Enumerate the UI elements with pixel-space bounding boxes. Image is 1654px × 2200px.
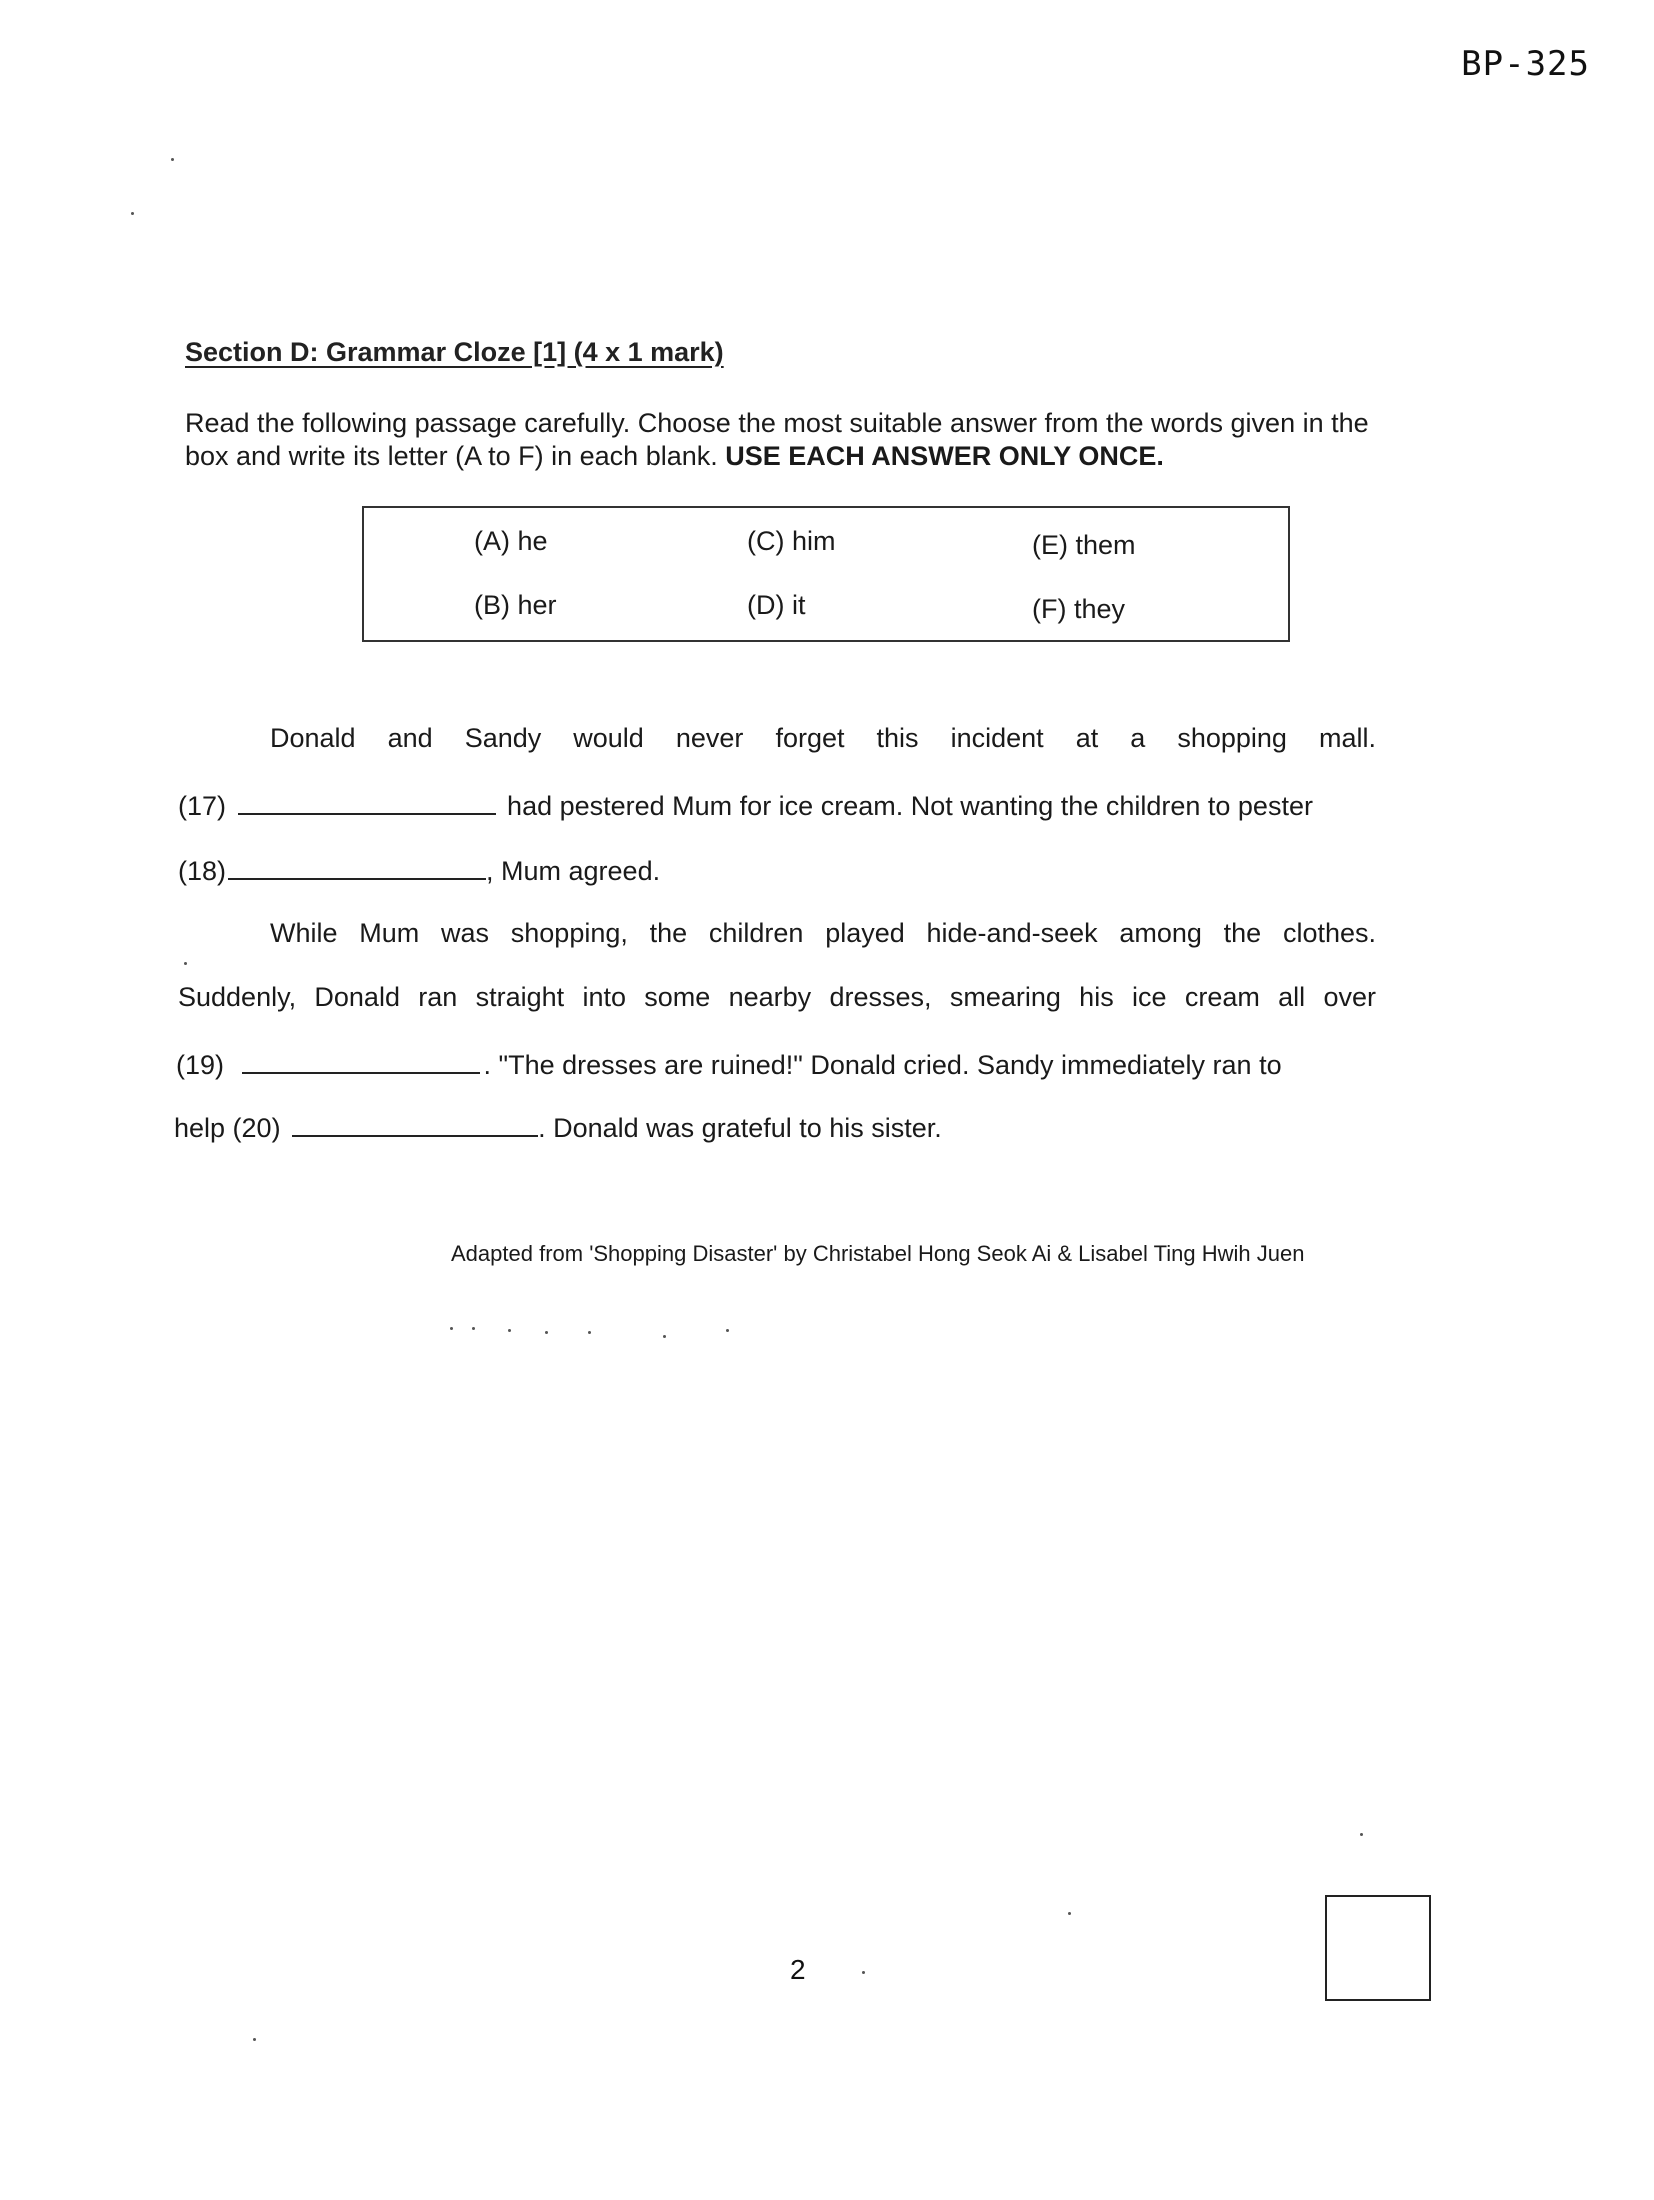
scan-speck	[472, 1327, 475, 1330]
word: forget	[775, 723, 845, 753]
scan-speck	[588, 1331, 591, 1334]
page-code: BP-325	[1461, 44, 1590, 84]
word: and	[387, 723, 433, 753]
question-18-number: (18)	[178, 856, 227, 886]
scan-speck	[131, 212, 134, 215]
instructions	[185, 407, 1385, 473]
word: shopping	[1177, 723, 1287, 753]
scan-speck	[663, 1335, 666, 1338]
word: never	[675, 723, 744, 753]
word: would	[573, 723, 644, 753]
answer-blank-17[interactable]	[238, 787, 496, 815]
question-20-text: . Donald was grateful to his sister.	[538, 1113, 942, 1143]
option-a: (A) he	[474, 526, 548, 556]
scan-speck	[726, 1329, 729, 1332]
word: a	[1130, 723, 1146, 753]
word: at	[1075, 723, 1099, 753]
scan-speck	[508, 1329, 511, 1332]
question-20-prefix: help (20)	[174, 1113, 281, 1143]
scan-speck	[545, 1331, 548, 1334]
instructions-text: Read the following passage carefully. Choose the most suitable answer from the words given in the box and write its letter (A to F) in each blank.	[185, 408, 1369, 471]
option-f: (F) they	[1032, 594, 1126, 624]
passage-line-7	[174, 1109, 942, 1144]
scan-speck	[450, 1327, 453, 1330]
scan-speck	[1360, 1833, 1363, 1836]
answer-blank-19[interactable]	[242, 1046, 480, 1074]
answer-blank-20[interactable]	[292, 1109, 538, 1137]
passage-line-2	[178, 787, 1313, 822]
option-e: (E) them	[1032, 530, 1136, 560]
page-number: 2	[790, 1954, 806, 1985]
section-title: Section D: Grammar Cloze [1] (4 x 1 mark)	[185, 337, 724, 367]
word: this	[876, 723, 919, 753]
passage-line-5: Suddenly, Donald ran straight into some nearby dresses, smearing his ice cream all over	[178, 982, 1376, 1012]
word: mall.	[1318, 723, 1376, 753]
passage-line-6	[176, 1046, 1282, 1081]
word: Donald	[270, 723, 356, 753]
source-credit: Adapted from 'Shopping Disaster' by Christabel Hong Seok Ai & Lisabel Ting Hwih Juen	[451, 1241, 1305, 1266]
scan-speck	[171, 158, 174, 161]
word: Sandy	[464, 723, 542, 753]
option-b: (B) her	[474, 590, 557, 620]
scan-speck	[184, 962, 187, 965]
question-19-number: (19)	[176, 1050, 225, 1080]
scan-speck	[862, 1971, 865, 1974]
question-19-text: . "The dresses are ruined!" Donald cried. Sandy immediately ran to	[483, 1050, 1282, 1080]
marks-box	[1325, 1895, 1431, 2001]
word: incident	[950, 723, 1044, 753]
scan-speck	[1068, 1912, 1071, 1915]
option-c: (C) him	[747, 526, 836, 556]
answer-blank-18[interactable]	[228, 852, 486, 880]
passage-line-1	[270, 723, 1376, 754]
instructions-emphasis: USE EACH ANSWER ONLY ONCE.	[725, 441, 1164, 471]
option-d: (D) it	[747, 590, 806, 620]
question-17-number: (17)	[178, 791, 227, 821]
question-18-text: , Mum agreed.	[486, 856, 661, 886]
question-17-text: had pestered Mum for ice cream. Not wanting the children to pester	[507, 791, 1313, 821]
options-box	[362, 506, 1290, 642]
scan-speck	[253, 2038, 256, 2041]
passage-line-3	[178, 852, 660, 887]
passage-line-4: While Mum was shopping, the children played hide-and-seek among the clothes.	[270, 918, 1376, 948]
